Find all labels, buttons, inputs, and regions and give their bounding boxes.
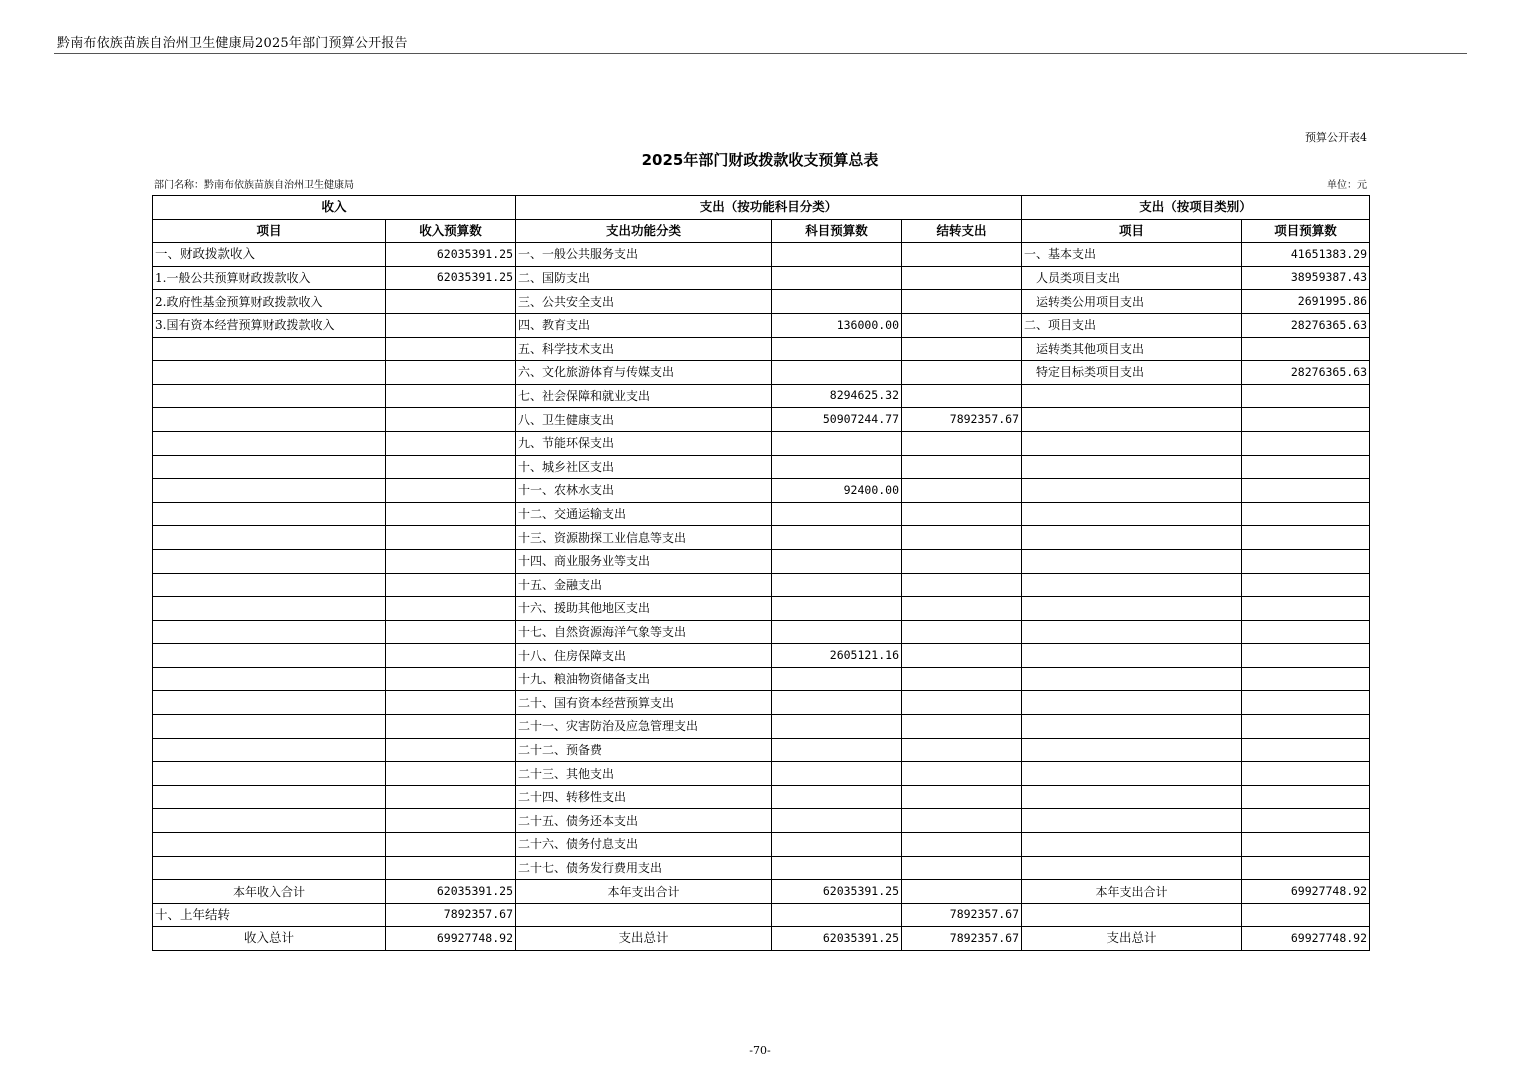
cell-carryover-amount [902,526,1022,550]
cell-proj-amount [1242,408,1370,432]
col-header-proj-item: 项目 [1022,219,1242,243]
cell-proj-amount: 28276365.63 [1242,361,1370,385]
cell-proj-amount [1242,479,1370,503]
cell-func-item: 八、卫生健康支出 [516,408,772,432]
table-row [153,526,1370,550]
cell-proj-item [1022,856,1242,880]
cell-income-amount [386,502,516,526]
cell-carryover-amount [902,337,1022,361]
cell-proj-amount [1242,691,1370,715]
cell-subject-amount [772,431,902,455]
cell-proj-item [1022,573,1242,597]
cell-income-amount [386,479,516,503]
cell-func-item: 十五、金融支出 [516,573,772,597]
cell-income-item [153,408,386,432]
cell-income-item [153,479,386,503]
page-header-title: 黔南布依族苗族自治州卫生健康局2025年部门预算公开报告 [57,36,408,51]
col-header-func-class: 支出功能分类 [516,219,772,243]
cell-proj-item [1022,667,1242,691]
cell-income-amount [386,549,516,573]
cell-income-amount [386,809,516,833]
cell-income-item: 3.国有资本经营预算财政拨款收入 [153,313,386,337]
prior-carry-func [516,903,772,927]
cell-carryover-amount [902,502,1022,526]
table-row [153,644,1370,668]
cell-carryover-amount [902,667,1022,691]
cell-subject-amount [772,691,902,715]
table-row [153,431,1370,455]
cell-income-item [153,431,386,455]
grand-total-income-label: 收入总计 [153,927,386,951]
cell-proj-item [1022,479,1242,503]
group-header-exp-func: 支出（按功能科目分类） [516,196,1022,220]
cell-subject-amount [772,337,902,361]
prior-carry-carryover: 7892357.67 [902,903,1022,927]
page-number: -70- [749,1044,771,1057]
col-header-item: 项目 [153,219,386,243]
cell-carryover-amount [902,384,1022,408]
cell-proj-amount [1242,833,1370,857]
cell-income-amount [386,384,516,408]
cell-proj-item [1022,455,1242,479]
cell-carryover-amount [902,620,1022,644]
grand-total-exp-label: 支出总计 [516,927,772,951]
budget-table [152,195,1370,951]
table-row [153,266,1370,290]
cell-proj-amount: 41651383.29 [1242,243,1370,267]
cell-func-item: 一、一般公共服务支出 [516,243,772,267]
cell-income-amount [386,785,516,809]
cell-income-item [153,715,386,739]
table-title: 2025年部门财政拨款收支预算总表 [641,151,879,169]
cell-proj-amount [1242,573,1370,597]
table-row [153,620,1370,644]
cell-proj-amount [1242,431,1370,455]
cell-carryover-amount [902,785,1022,809]
cell-income-amount [386,620,516,644]
cell-subject-amount [772,243,902,267]
cell-income-amount [386,313,516,337]
cell-subject-amount [772,361,902,385]
cell-proj-item: 人员类项目支出 [1022,266,1242,290]
cell-carryover-amount [902,361,1022,385]
cell-subject-amount [772,715,902,739]
table-body [153,243,1370,880]
cell-proj-item [1022,620,1242,644]
cell-proj-item [1022,526,1242,550]
cell-carryover-amount [902,809,1022,833]
cell-carryover-amount [902,290,1022,314]
prior-carry-proj-amount [1242,903,1370,927]
cell-func-item: 二十三、其他支出 [516,762,772,786]
cell-proj-item: 运转类公用项目支出 [1022,290,1242,314]
prior-carry-subject [772,903,902,927]
cell-proj-item [1022,597,1242,621]
grand-total-income-amount: 69927748.92 [386,927,516,951]
cell-subject-amount [772,785,902,809]
cell-proj-amount: 28276365.63 [1242,313,1370,337]
cell-subject-amount [772,549,902,573]
cell-income-item [153,785,386,809]
cell-carryover-amount [902,479,1022,503]
year-total-row [153,880,1370,904]
cell-carryover-amount [902,856,1022,880]
cell-func-item: 五、科学技术支出 [516,337,772,361]
cell-subject-amount [772,526,902,550]
cell-func-item: 十七、自然资源海洋气象等支出 [516,620,772,644]
grand-total-subject-amount: 62035391.25 [772,927,902,951]
cell-subject-amount [772,290,902,314]
year-total-proj-label: 本年支出合计 [1022,880,1242,904]
cell-income-amount [386,597,516,621]
cell-subject-amount [772,809,902,833]
form-number: 预算公开表4 [1305,131,1367,144]
table-row [153,573,1370,597]
cell-func-item: 六、文化旅游体育与传媒支出 [516,361,772,385]
cell-proj-amount [1242,526,1370,550]
col-header-proj-budget: 项目预算数 [1242,219,1370,243]
table-row [153,762,1370,786]
cell-income-item [153,667,386,691]
cell-subject-amount: 2605121.16 [772,644,902,668]
department-name: 部门名称：黔南布依族苗族自治州卫生健康局 [154,180,354,191]
cell-carryover-amount [902,833,1022,857]
table-row [153,785,1370,809]
cell-income-amount: 62035391.25 [386,243,516,267]
cell-subject-amount: 136000.00 [772,313,902,337]
cell-proj-item [1022,502,1242,526]
cell-income-item [153,361,386,385]
prior-carry-proj [1022,903,1242,927]
cell-subject-amount [772,667,902,691]
cell-proj-amount [1242,502,1370,526]
table-row [153,313,1370,337]
cell-proj-amount [1242,738,1370,762]
prior-carry-label: 十、上年结转 [153,903,386,927]
cell-proj-amount [1242,549,1370,573]
cell-subject-amount: 92400.00 [772,479,902,503]
cell-income-amount [386,526,516,550]
cell-proj-amount [1242,337,1370,361]
table-row [153,337,1370,361]
cell-func-item: 二十七、债务发行费用支出 [516,856,772,880]
table-row [153,597,1370,621]
cell-proj-item [1022,833,1242,857]
cell-income-item [153,809,386,833]
cell-proj-item [1022,738,1242,762]
table-row [153,549,1370,573]
header-rule [54,53,1467,54]
cell-proj-amount [1242,785,1370,809]
col-header-subject-budget: 科目预算数 [772,219,902,243]
table-row [153,384,1370,408]
year-total-income-amount: 62035391.25 [386,880,516,904]
cell-proj-item [1022,762,1242,786]
table-row [153,738,1370,762]
table-row [153,243,1370,267]
cell-carryover-amount [902,313,1022,337]
cell-income-item [153,597,386,621]
cell-proj-item [1022,691,1242,715]
cell-carryover-amount [902,549,1022,573]
cell-proj-item [1022,785,1242,809]
cell-income-amount [386,856,516,880]
group-header-row [153,196,1370,220]
cell-func-item: 九、节能环保支出 [516,431,772,455]
cell-income-amount [386,762,516,786]
cell-func-item: 二十、国有资本经营预算支出 [516,691,772,715]
cell-income-amount [386,738,516,762]
cell-proj-item [1022,431,1242,455]
cell-func-item: 十一、农林水支出 [516,479,772,503]
cell-income-item [153,738,386,762]
cell-income-item [153,856,386,880]
cell-income-item [153,337,386,361]
col-header-carryover: 结转支出 [902,219,1022,243]
cell-func-item: 二十二、预备费 [516,738,772,762]
cell-proj-item [1022,809,1242,833]
table-row [153,290,1370,314]
table-row [153,361,1370,385]
cell-proj-amount: 38959387.43 [1242,266,1370,290]
cell-proj-amount [1242,597,1370,621]
cell-subject-amount [772,573,902,597]
cell-func-item: 三、公共安全支出 [516,290,772,314]
cell-income-item [153,573,386,597]
cell-income-item [153,691,386,715]
group-header-income: 收入 [153,196,516,220]
cell-income-amount [386,431,516,455]
cell-carryover-amount [902,266,1022,290]
cell-income-item: 一、财政拨款收入 [153,243,386,267]
cell-carryover-amount [902,243,1022,267]
cell-carryover-amount [902,715,1022,739]
cell-carryover-amount [902,762,1022,786]
cell-proj-amount [1242,455,1370,479]
cell-income-item [153,455,386,479]
cell-carryover-amount [902,597,1022,621]
grand-total-row [153,927,1370,951]
cell-func-item: 十六、援助其他地区支出 [516,597,772,621]
cell-func-item: 十四、商业服务业等支出 [516,549,772,573]
cell-income-amount [386,290,516,314]
cell-income-item [153,384,386,408]
table-row [153,715,1370,739]
cell-subject-amount [772,833,902,857]
cell-proj-item [1022,384,1242,408]
grand-total-carryover: 7892357.67 [902,927,1022,951]
cell-income-item [153,644,386,668]
prior-year-carry-row [153,903,1370,927]
table-row [153,455,1370,479]
cell-func-item: 十二、交通运输支出 [516,502,772,526]
cell-proj-amount [1242,809,1370,833]
cell-income-amount [386,715,516,739]
cell-proj-item: 特定目标类项目支出 [1022,361,1242,385]
cell-income-item [153,526,386,550]
cell-income-amount: 62035391.25 [386,266,516,290]
cell-income-amount [386,833,516,857]
cell-subject-amount [772,738,902,762]
cell-income-amount [386,337,516,361]
cell-income-amount [386,408,516,432]
cell-func-item: 十三、资源勘探工业信息等支出 [516,526,772,550]
table-row [153,479,1370,503]
cell-income-item [153,762,386,786]
cell-income-item [153,549,386,573]
cell-subject-amount [772,597,902,621]
cell-subject-amount: 50907244.77 [772,408,902,432]
cell-carryover-amount [902,738,1022,762]
cell-proj-item [1022,549,1242,573]
cell-income-item [153,620,386,644]
year-total-exp-label: 本年支出合计 [516,880,772,904]
table-row [153,691,1370,715]
table-row [153,667,1370,691]
cell-func-item: 十八、住房保障支出 [516,644,772,668]
cell-func-item: 七、社会保障和就业支出 [516,384,772,408]
cell-proj-amount [1242,620,1370,644]
cell-func-item: 二十五、债务还本支出 [516,809,772,833]
cell-func-item: 十、城乡社区支出 [516,455,772,479]
cell-proj-item: 一、基本支出 [1022,243,1242,267]
cell-func-item: 二十四、转移性支出 [516,785,772,809]
cell-subject-amount [772,502,902,526]
cell-subject-amount [772,455,902,479]
cell-subject-amount: 8294625.32 [772,384,902,408]
cell-proj-amount [1242,667,1370,691]
cell-carryover-amount [902,455,1022,479]
year-total-subject-amount: 62035391.25 [772,880,902,904]
cell-subject-amount [772,620,902,644]
cell-proj-item [1022,644,1242,668]
cell-func-item: 二十六、债务付息支出 [516,833,772,857]
cell-subject-amount [772,762,902,786]
year-total-proj-amount: 69927748.92 [1242,880,1370,904]
column-header-row [153,219,1370,243]
cell-income-amount [386,455,516,479]
year-total-carryover [902,880,1022,904]
cell-proj-item [1022,408,1242,432]
cell-proj-amount [1242,715,1370,739]
cell-subject-amount [772,266,902,290]
cell-income-amount [386,691,516,715]
table-row [153,408,1370,432]
cell-proj-item: 二、项目支出 [1022,313,1242,337]
col-header-income-budget: 收入预算数 [386,219,516,243]
cell-income-item: 1.一般公共预算财政拨款收入 [153,266,386,290]
cell-carryover-amount [902,691,1022,715]
cell-proj-amount: 2691995.86 [1242,290,1370,314]
cell-func-item: 四、教育支出 [516,313,772,337]
cell-income-item: 2.政府性基金预算财政拨款收入 [153,290,386,314]
table-row [153,833,1370,857]
cell-func-item: 二十一、灾害防治及应急管理支出 [516,715,772,739]
cell-carryover-amount [902,431,1022,455]
cell-income-item [153,833,386,857]
table-row [153,502,1370,526]
cell-income-amount [386,667,516,691]
cell-income-amount [386,361,516,385]
cell-carryover-amount: 7892357.67 [902,408,1022,432]
unit-label: 单位：元 [1327,180,1367,191]
table-row [153,856,1370,880]
cell-proj-amount [1242,762,1370,786]
cell-income-item [153,502,386,526]
year-total-income-label: 本年收入合计 [153,880,386,904]
cell-income-amount [386,644,516,668]
cell-carryover-amount [902,573,1022,597]
cell-proj-item [1022,715,1242,739]
prior-carry-amount: 7892357.67 [386,903,516,927]
cell-proj-amount [1242,856,1370,880]
cell-func-item: 二、国防支出 [516,266,772,290]
grand-total-proj-label: 支出总计 [1022,927,1242,951]
cell-proj-item: 运转类其他项目支出 [1022,337,1242,361]
grand-total-proj-amount: 69927748.92 [1242,927,1370,951]
cell-proj-amount [1242,644,1370,668]
cell-carryover-amount [902,644,1022,668]
cell-income-amount [386,573,516,597]
cell-subject-amount [772,856,902,880]
group-header-exp-proj: 支出（按项目类别） [1022,196,1370,220]
table-row [153,809,1370,833]
cell-proj-amount [1242,384,1370,408]
cell-func-item: 十九、粮油物资储备支出 [516,667,772,691]
